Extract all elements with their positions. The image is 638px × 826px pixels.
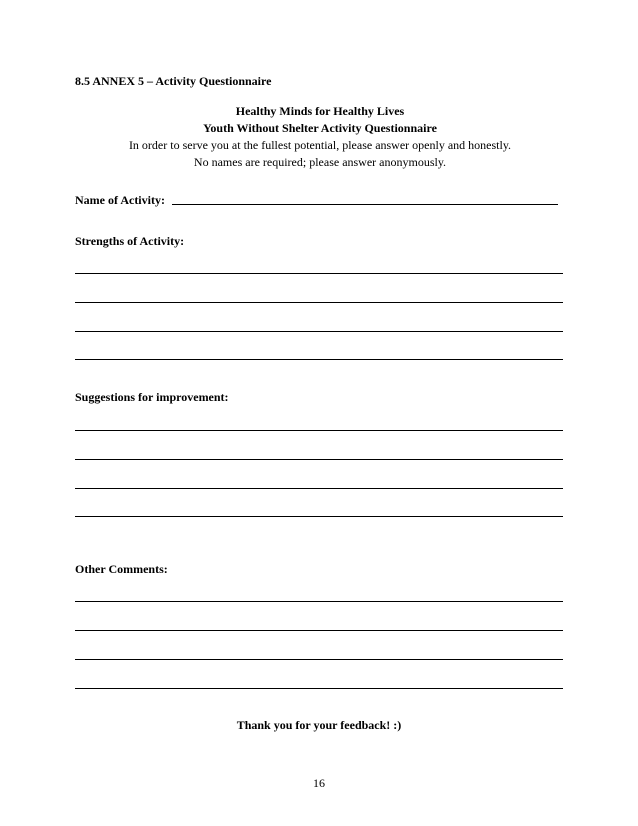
strengths-answer-line[interactable] — [75, 331, 563, 332]
header-anonymity-note: No names are required; please answer anonymously. — [193, 155, 447, 169]
comments-answer-line[interactable] — [75, 659, 563, 660]
strengths-label: Strengths of Activity: — [75, 234, 185, 248]
strengths-answer-line[interactable] — [75, 302, 563, 303]
strengths-answer-line[interactable] — [75, 359, 563, 360]
comments-answer-line[interactable] — [75, 601, 563, 602]
suggestions-answer-line[interactable] — [75, 488, 563, 489]
closing-thanks: Thank you for your feedback! :) — [236, 718, 402, 732]
comments-answer-line[interactable] — [75, 630, 563, 631]
other-comments-label: Other Comments: — [75, 562, 168, 576]
header-questionnaire-name: Youth Without Shelter Activity Questionnaire — [203, 121, 437, 135]
suggestions-label: Suggestions for improvement: — [75, 390, 229, 404]
strengths-answer-line[interactable] — [75, 273, 563, 274]
name-of-activity-field[interactable] — [172, 204, 558, 205]
header-program-name: Healthy Minds for Healthy Lives — [235, 104, 405, 118]
header-instructions: In order to serve you at the fullest potential, please answer openly and honestly. — [128, 138, 512, 152]
page-number: 16 — [313, 776, 325, 790]
suggestions-answer-line[interactable] — [75, 430, 563, 431]
section-title: 8.5 ANNEX 5 – Activity Questionnaire — [75, 74, 272, 88]
suggestions-answer-line[interactable] — [75, 516, 563, 517]
suggestions-answer-line[interactable] — [75, 459, 563, 460]
name-of-activity-label: Name of Activity: — [75, 193, 165, 207]
comments-answer-line[interactable] — [75, 688, 563, 689]
questionnaire-header — [75, 103, 565, 171]
